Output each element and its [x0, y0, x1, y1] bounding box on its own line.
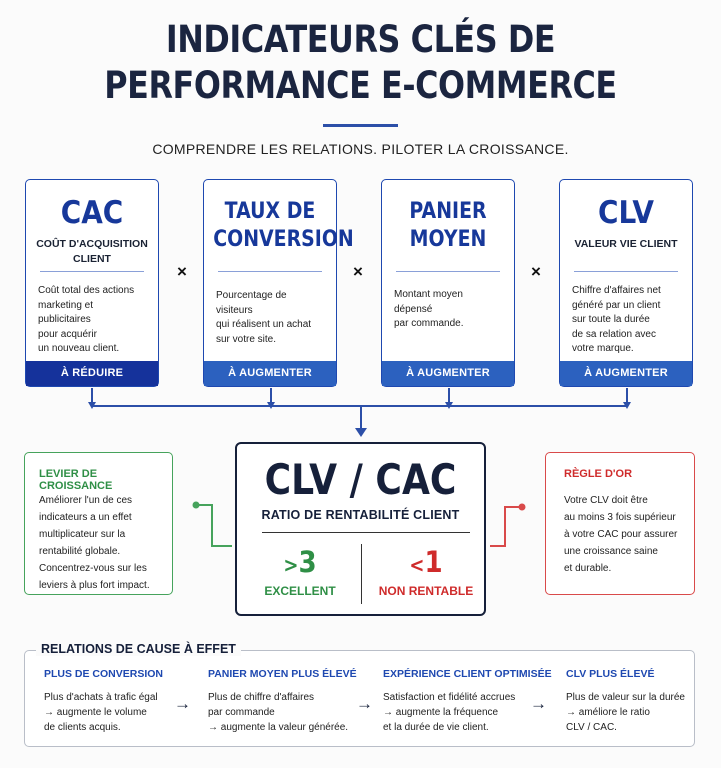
- bad-threshold: [377, 545, 476, 582]
- multiply-icon: ×: [353, 262, 363, 281]
- desc-line: par commande.: [394, 318, 464, 329]
- desc-line: Chiffre d'affaires net: [572, 285, 661, 296]
- title-line: CONVERSION: [213, 227, 354, 252]
- golden-rule-title: RÈGLE D'OR: [564, 468, 633, 480]
- desc-line: marketing et publicitaires: [38, 299, 94, 325]
- multiply-icon: ×: [177, 262, 187, 281]
- relation-3-text: [383, 690, 515, 735]
- good-threshold: [251, 545, 350, 582]
- desc-line: un nouveau client.: [38, 343, 120, 354]
- desc-line: Coût total des actions: [38, 285, 135, 296]
- card-basket-target: À AUGMENTER: [382, 361, 514, 386]
- text-line: au moins 3 fois supérieur: [564, 512, 676, 523]
- card-conversion-target: À AUGMENTER: [204, 361, 336, 386]
- bad-value: 1: [424, 545, 443, 579]
- ratio-vertical-divider: [361, 544, 362, 604]
- text-line: Concentrez-vous sur les: [39, 563, 147, 574]
- desc-line: généré par un client: [572, 299, 661, 311]
- text-line: de clients acquis.: [44, 722, 121, 733]
- text-line: et la durée de vie client.: [383, 722, 489, 733]
- good-sign: >: [283, 553, 299, 577]
- good-value: 3: [298, 545, 317, 579]
- card-clv-subtitle: VALEUR VIE CLIENT: [574, 238, 678, 250]
- text-line: → augmente la fréquence: [383, 707, 499, 718]
- desc-line: votre marque.: [572, 343, 634, 354]
- ratio-subtitle: RATIO DE RENTABILITÉ CLIENT: [261, 508, 460, 522]
- ratio-title: CLV / CAC: [264, 455, 457, 504]
- title-line: MOYEN: [409, 227, 487, 252]
- relation-2-title: PANIER MOYEN PLUS ÉLEVÉ: [208, 668, 357, 680]
- golden-rule-text: [564, 492, 677, 577]
- bad-sign: <: [409, 553, 425, 577]
- text-line: → augmente le volume: [44, 707, 147, 718]
- desc-line: Pourcentage de visiteurs: [216, 290, 287, 316]
- card-clv-title: CLV: [597, 195, 654, 231]
- relation-4-text: [566, 690, 685, 735]
- text-line: Plus de valeur sur la durée: [566, 692, 685, 703]
- relations-title: RELATIONS DE CAUSE À EFFET: [36, 642, 241, 656]
- arrow-right-icon: →: [530, 694, 547, 713]
- text-line: Améliorer l'un de ces: [39, 495, 133, 506]
- ratio-divider: [262, 532, 470, 533]
- text-line: → augmente la valeur générée.: [208, 722, 349, 733]
- page-title-line1: INDICATEURS CLÉS DE: [165, 18, 556, 61]
- title-line: TAUX DE: [224, 199, 316, 224]
- text-line: indicateurs a un effet: [39, 512, 132, 523]
- title-line: PANIER: [409, 199, 487, 224]
- text-line: Plus d'achats à trafic égal: [44, 692, 158, 703]
- text-line: à votre CAC pour assurer: [564, 529, 678, 540]
- card-cac-title: CAC: [60, 195, 124, 231]
- arrow-right-icon: →: [174, 694, 191, 713]
- text-line: multiplicateur sur la: [39, 529, 126, 540]
- desc-line: qui réalisent un achat: [216, 319, 312, 330]
- relation-1-text: [44, 690, 158, 735]
- card-cac-subtitle-2: CLIENT: [73, 253, 111, 265]
- desc-line: sur votre site.: [216, 333, 277, 345]
- text-line: et durable.: [564, 563, 612, 574]
- good-label: EXCELLENT: [264, 584, 336, 598]
- text-line: une croissance saine: [564, 546, 658, 557]
- text-line: Votre CLV doit être: [564, 495, 648, 506]
- ratio-box: [235, 442, 486, 616]
- relation-2-text: [208, 690, 348, 735]
- growth-lever-panel: [24, 452, 173, 595]
- card-cac-target: À RÉDUIRE: [26, 361, 158, 386]
- growth-lever-text: [39, 492, 150, 594]
- desc-line: sur toute la durée: [572, 314, 650, 325]
- bad-label: NON RENTABLE: [378, 584, 474, 598]
- text-line: leviers à plus fort impact.: [39, 580, 150, 591]
- text-line: CLV / CAC.: [566, 722, 617, 733]
- golden-rule-panel: [545, 452, 695, 595]
- text-line: → améliore le ratio: [566, 707, 650, 718]
- text-line: rentabilité globale.: [39, 546, 121, 557]
- card-cac-subtitle-1: COÛT D'ACQUISITION: [36, 238, 148, 250]
- arrow-right-icon: →: [356, 694, 373, 713]
- page-title-line2: PERFORMANCE E-COMMERCE: [104, 64, 617, 107]
- relation-1-title: PLUS DE CONVERSION: [44, 668, 164, 680]
- relation-4-title: CLV PLUS ÉLEVÉ: [566, 668, 655, 680]
- desc-line: Montant moyen dépensé: [394, 289, 463, 315]
- card-clv-target: À AUGMENTER: [560, 361, 692, 386]
- growth-lever-title: LEVIER DE CROISSANCE: [39, 468, 113, 492]
- desc-line: pour acquérir: [38, 328, 97, 340]
- relation-3-title: EXPÉRIENCE CLIENT OPTIMISÉE: [383, 668, 552, 680]
- text-line: Satisfaction et fidélité accrues: [383, 692, 516, 703]
- text-line: par commande: [208, 707, 275, 718]
- page-subtitle: COMPRENDRE LES RELATIONS. PILOTER LA CROISSANCE.: [152, 141, 569, 157]
- text-line: Plus de chiffre d'affaires: [208, 692, 315, 703]
- desc-line: de sa relation avec: [572, 328, 656, 340]
- multiply-icon: ×: [531, 262, 541, 281]
